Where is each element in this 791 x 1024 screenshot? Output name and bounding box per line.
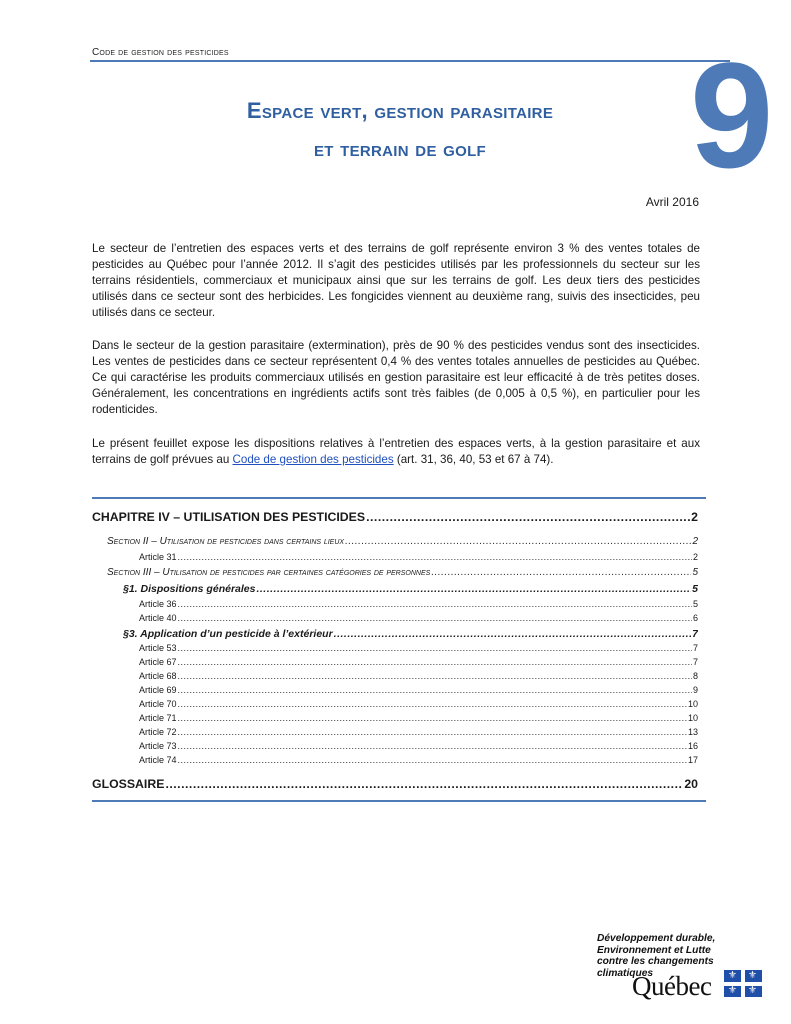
toc-label: Article 69 [139,685,177,695]
publication-date: Avril 2016 [645,195,699,209]
toc-page: 2 [691,510,698,524]
toc-label: Article 40 [139,613,177,623]
chapter-number: 9 [690,31,770,199]
toc-page: 17 [687,755,698,765]
toc-label: Article 31 [139,552,177,562]
toc-entry-subsection-1[interactable] [123,583,698,595]
toc-label: Article 72 [139,727,177,737]
intro-paragraph-1: Le secteur de l’entretien des espaces verts et des terrains de golf représente environ 3 % des ventes totales de pesticides au Québec pour l’année 2012. Il s’agit des pesticides utilisés par les professionnels du secteur sur les terrains résidentiels, commerciaux et municipaux ainsi que sur les terrains de golf. Les deux tiers des pesticides utilisés dans ce secteur sont des herbicides. Les fongicides viennent au deuxième rang, suivis des insecticides, peu utilisés dans ce secteur. [92,242,700,319]
toc-page: 7 [692,643,698,653]
toc-page: 2 [692,536,698,547]
paragraph-text: Le présent feuillet expose les dispositions relatives à l’entretien des espaces verts, à la gestion parasitaire et aux terrains de golf prévues au [92,437,700,466]
toc-entry-article-40[interactable] [139,613,698,623]
toc-label: §1. Dispositions générales [123,583,256,595]
toc-page: 6 [692,613,698,623]
toc-entry-article-36[interactable] [139,599,698,609]
toc-entry-article[interactable] [139,727,698,737]
quebec-flag-icon: ⚜ ⚜ ⚜ ⚜ [724,970,762,997]
toc-entry-section-3[interactable] [107,567,698,578]
intro-paragraph-2: Dans le secteur de la gestion parasitaire (extermination), près de 90 % des pesticides vendus sont des insecticides. Les ventes de pesticides dans ce secteur représentent 0,4 % des ventes totales annuelles de pesticides au Québec. Ce qui caractérise les produits commerciaux utilisés en gestion parasitaire est leur efficacité à de très petites doses. Généralement, les concentrations en ingrédients actifs sont très faibles (de 0,005 à 0,5 %), en particulier pour les rodenticides. [92,339,700,416]
toc-label: Article 71 [139,713,177,723]
ministry-name-line: Environnement et Lutte [597,944,711,956]
toc-page: 9 [692,685,698,695]
toc-entry-glossary[interactable] [92,777,698,791]
toc-entry-article[interactable] [139,699,698,709]
toc-entry-article-31[interactable] [139,552,698,562]
toc-entry-article[interactable] [139,671,698,681]
toc-label: Article 68 [139,671,177,681]
toc-page: 20 [684,777,698,791]
toc-entry-article[interactable] [139,741,698,751]
toc-page: 5 [692,567,698,578]
toc-label: Article 70 [139,699,177,709]
ministry-name-line: climatiques [597,967,654,979]
toc-entry-article[interactable] [139,685,698,695]
toc-label: Article 67 [139,657,177,667]
page-title-line2: et terrain de golf [313,136,487,161]
toc-entry-article[interactable] [139,755,698,765]
toc-top-divider [92,497,706,499]
toc-label: §3. Application d’un pesticide à l’extérieur [123,628,333,640]
toc-page: 16 [687,741,698,751]
intro-paragraph-3 [92,436,700,468]
toc-label: CHAPITRE IV – UTILISATION DES PESTICIDES [92,510,366,524]
page-title-line1: Espace vert, gestion parasitaire [246,98,554,123]
toc-page: 10 [687,699,698,709]
header-divider [90,60,730,62]
toc-entry-article[interactable] [139,657,698,667]
document-header: Code de gestion des pesticides [92,47,229,58]
ministry-name-line: Développement durable, [597,933,716,944]
toc-entry-article[interactable] [139,643,698,653]
toc-entry-section-2[interactable] [107,536,698,547]
toc-page: 5 [692,583,698,595]
toc-label: Section II – Utilisation de pesticides dans certains lieux [107,536,345,547]
toc-page: 8 [692,671,698,681]
code-link[interactable]: Code de gestion des pesticides [232,453,394,466]
toc-label: GLOSSAIRE [92,777,165,791]
paragraph-text: (art. 31, 36, 40, 53 et 67 à 74). [393,453,554,466]
toc-entry-article[interactable] [139,713,698,723]
toc-page: 5 [692,599,698,609]
toc-page: 7 [692,657,698,667]
toc-label: Article 53 [139,643,177,653]
ministry-name-line: contre les changements [597,956,714,967]
toc-entry-chapter[interactable] [92,510,698,524]
quebec-wordmark: Québec [632,971,712,1001]
toc-page: 2 [692,552,698,562]
toc-label: Article 74 [139,755,177,765]
toc-page: 7 [692,628,698,640]
toc-page: 10 [687,713,698,723]
toc-label: Section III – Utilisation de pesticides par certaines catégories de personnes [107,567,431,578]
toc-entry-subsection-3[interactable] [123,628,698,640]
toc-bottom-divider [92,800,706,802]
toc-label: Article 73 [139,741,177,751]
toc-page: 13 [687,727,698,737]
toc-label: Article 36 [139,599,177,609]
